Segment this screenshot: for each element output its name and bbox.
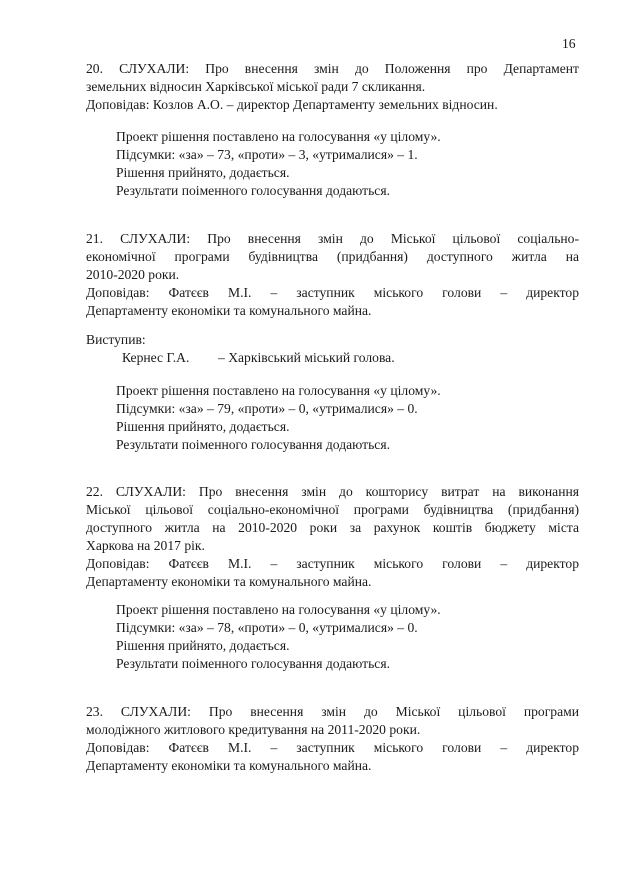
item-title-line: Міської цільової соціально-економічної програми будівництва (придбання): [86, 502, 579, 517]
agenda-item-21: [86, 230, 579, 320]
speaker-role: – Харківський міський голова.: [218, 350, 395, 365]
speeches-block-21: [86, 331, 146, 349]
vote-line: Підсумки: «за» – 73, «проти» – 3, «утрималися» – 1.: [116, 147, 418, 162]
item-title-line: 23. СЛУХАЛИ: Про внесення змін до Міської цільової програми: [86, 704, 579, 719]
item-title-line: економічної програми будівництва (придбання) доступного житла на: [86, 249, 579, 264]
vote-line: Проект рішення поставлено на голосування «у цілому».: [116, 602, 441, 617]
item-title-line: молодіжного житлового кредитування на 2011-2020 роки.: [86, 722, 421, 737]
item-title-line: 2010-2020 роки.: [86, 267, 180, 282]
item-title-line: 20. СЛУХАЛИ: Про внесення змін до Положення про Департамент: [86, 61, 579, 76]
item-title-line: 21. СЛУХАЛИ: Про внесення змін до Міської цільової соціально-: [86, 231, 579, 246]
vote-line: Результати поіменного голосування додаються.: [116, 656, 390, 671]
vote-block-21: [116, 382, 441, 454]
reporter-line: Департаменту економіки та комунального майна.: [86, 303, 372, 318]
vote-line: Рішення прийнято, додається.: [116, 419, 290, 434]
agenda-item-23: [86, 703, 579, 775]
page-number: 16: [562, 36, 576, 51]
vote-line: Рішення прийнято, додається.: [116, 638, 290, 653]
vote-line: Проект рішення поставлено на голосування «у цілому».: [116, 383, 441, 398]
item-title-line: земельних відносин Харківської міської ради 7 скликання.: [86, 79, 426, 94]
agenda-item-22: [86, 483, 579, 591]
reporter-line: Доповідав: Фатєєв М.І. – заступник міського голови – директор: [86, 556, 579, 571]
item-title-line: Харкова на 2017 рік.: [86, 538, 205, 553]
vote-line: Результати поіменного голосування додаються.: [116, 183, 390, 198]
vote-line: Підсумки: «за» – 78, «проти» – 0, «утрималися» – 0.: [116, 620, 418, 635]
reporter-line: Департаменту економіки та комунального майна.: [86, 758, 372, 773]
reporter-line: Доповідав: Фатєєв М.І. – заступник міського голови – директор: [86, 740, 579, 755]
vote-line: Підсумки: «за» – 79, «проти» – 0, «утрималися» – 0.: [116, 401, 418, 416]
vote-block-22: [116, 601, 441, 673]
reporter-line: Департаменту економіки та комунального майна.: [86, 574, 372, 589]
speaker-entry: [122, 349, 395, 367]
vote-line: Рішення прийнято, додається.: [116, 165, 290, 180]
reporter-line: Доповідав: Фатєєв М.І. – заступник міського голови – директор: [86, 285, 579, 300]
vote-block-20: [116, 128, 441, 200]
agenda-item-20: [86, 60, 579, 114]
item-title-line: 22. СЛУХАЛИ: Про внесення змін до кошторису витрат на виконання: [86, 484, 579, 499]
speaker-name: Кернес Г.А.: [122, 350, 190, 365]
reporter-line: Доповідав: Козлов А.О. – директор Департаменту земельних відносин.: [86, 97, 498, 112]
speeches-label: Виступив:: [86, 332, 146, 347]
item-title-line: доступного житла на 2010-2020 роки за рахунок коштів бюджету міста: [86, 520, 579, 535]
vote-line: Результати поіменного голосування додаються.: [116, 437, 390, 452]
vote-line: Проект рішення поставлено на голосування «у цілому».: [116, 129, 441, 144]
